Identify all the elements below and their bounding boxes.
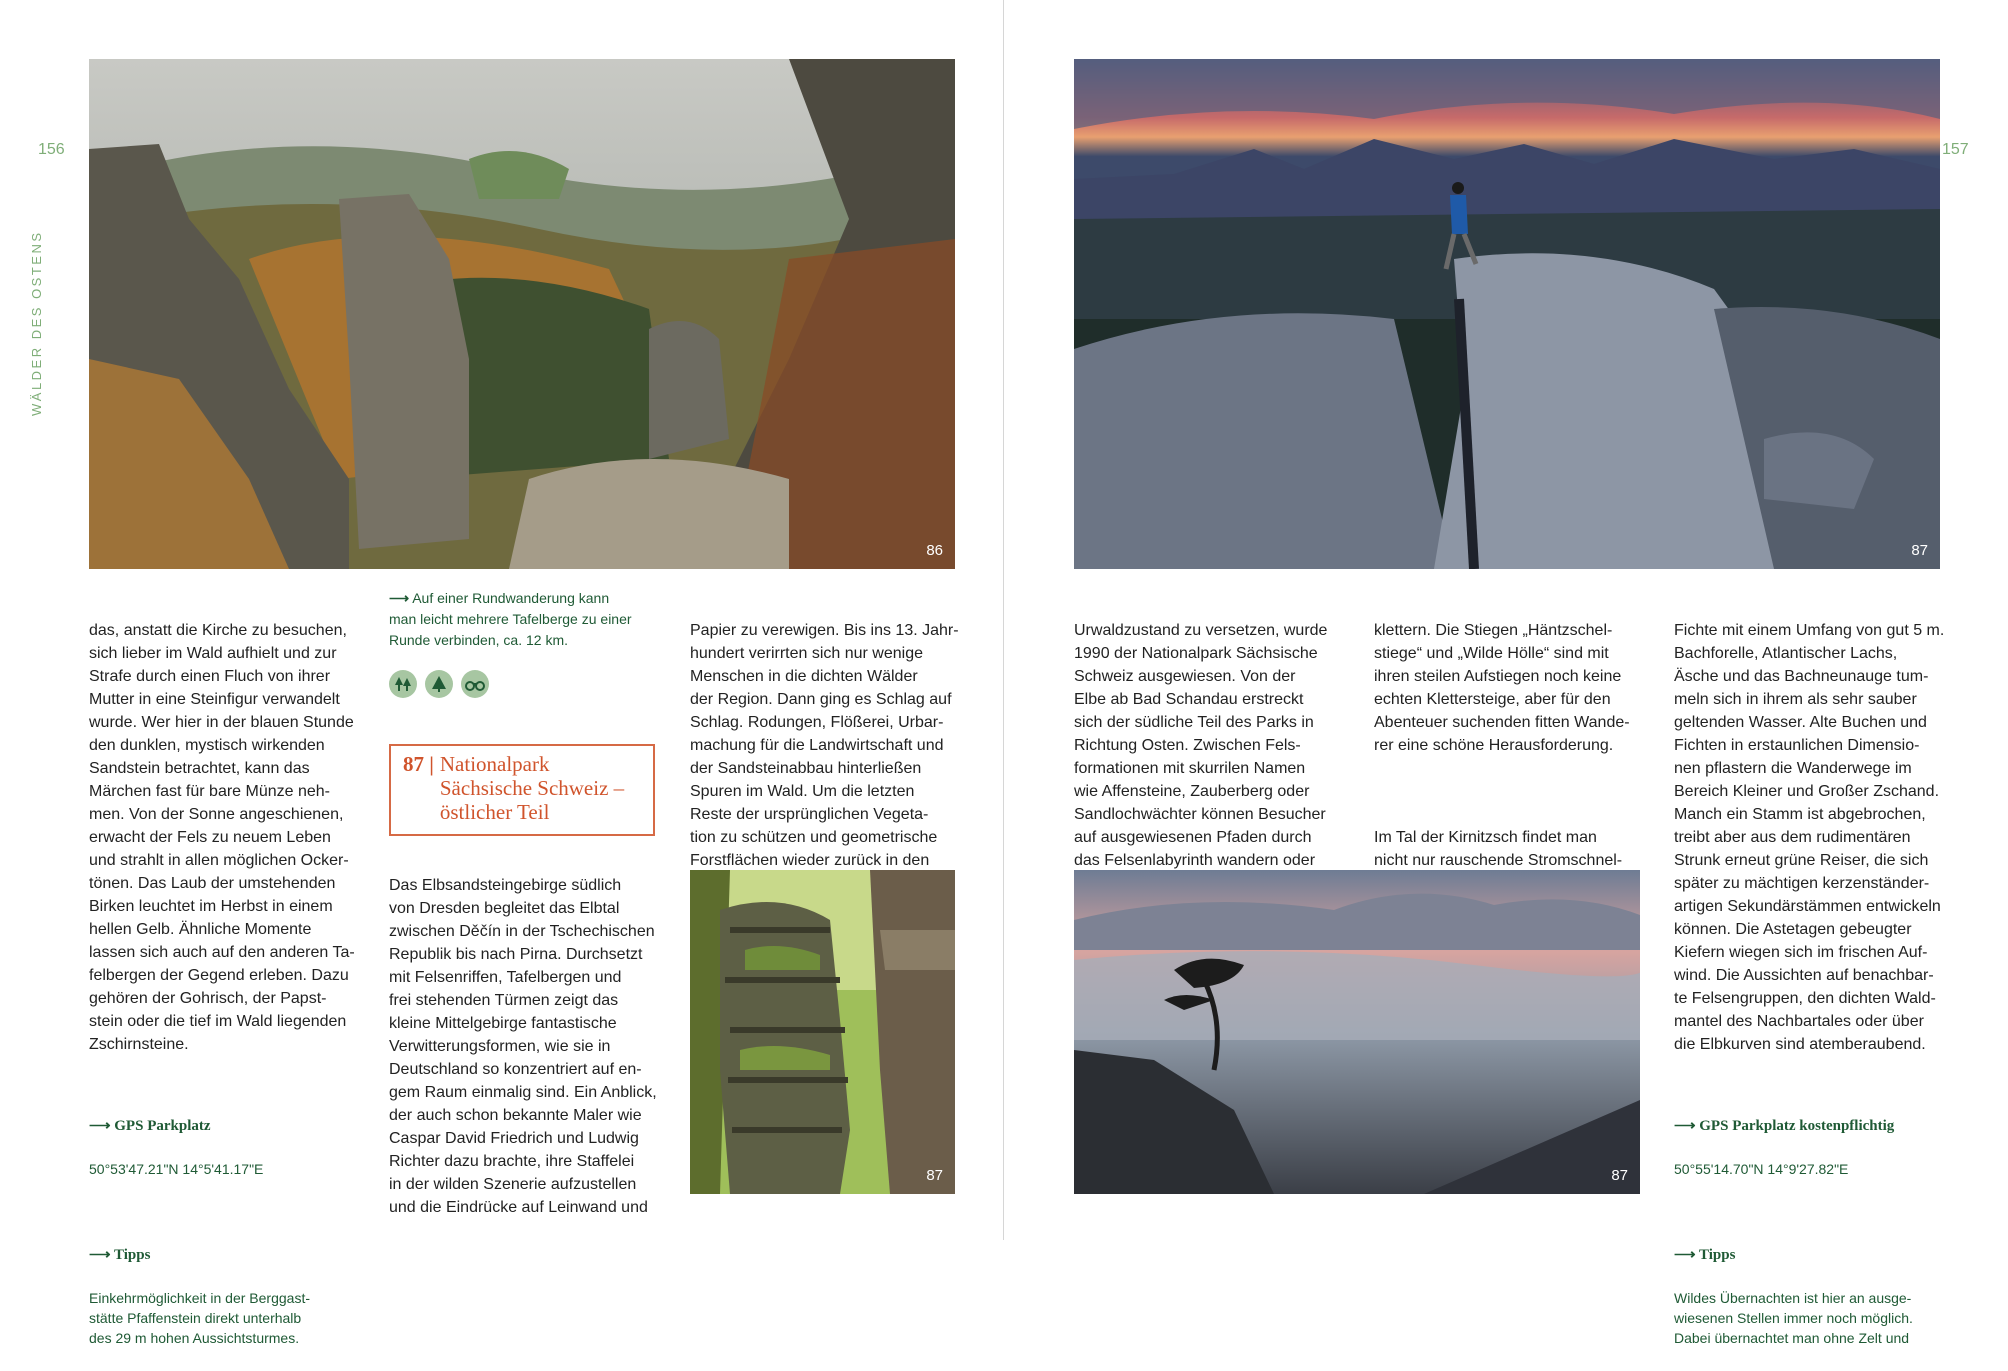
image-number: 87	[1611, 1167, 1628, 1184]
tipps-label: ⟶ Tipps	[89, 1247, 151, 1263]
arrow-icon: ⟶	[1674, 1247, 1696, 1263]
body-text: Urwaldzustand zu versetzen, wurde 1990 der Nationalpark Sächsische Schweiz ausgewiesen. Von der Elbe ab Bad Schandau erstreckt sich der südliche Teil des Parks in Richtung Osten. Zwischen Fels- formationen mit skurrilen Namen wie Affensteine, Zauberberg oder Sandlochwächter können Besucher auf ausgewiesenen Pfaden durch das Felsenlabyrinth wandern oder	[1074, 622, 1328, 869]
photo-misty-pine	[1074, 870, 1640, 1194]
gps-value: 50°55'14.70"N 14°9'27.82"E	[1674, 1161, 1849, 1177]
trees-icon	[389, 670, 417, 698]
body-text: Das Elbsandsteingebirge südlich von Dresden begleitet das Elbtal zwischen Děčín in der Tschechischen Republik bis nach Pirna. Durchsetzt mit Felsenriffen, Tafelbergen und frei stehenden Türmen zeigt das kleine Mittelgebirge fantastische Verwitterungsformen, wie sie in Deutschland so konzentriert auf en- gem Raum einmalig sind. Ein Anblick, der auch schon bekannte Maler wie Caspar David Friedrich und Ludwig Richter dazu brachte, ihre Staffelei in der wilden Szenerie aufzustellen und die Eindrücke auf Leinwand und	[389, 877, 657, 1216]
text-column-left-3	[690, 596, 962, 895]
arrow-icon: ⟶	[389, 590, 410, 606]
arrow-icon: ⟶	[89, 1118, 111, 1134]
image-number: 87	[926, 1167, 943, 1184]
arrow-icon: ⟶	[1674, 1118, 1696, 1134]
arrow-icon: ⟶	[89, 1247, 111, 1263]
body-text: Papier zu verewigen. Bis ins 13. Jahr- hundert verirrten sich nur wenige Menschen in die dichten Wälder der Region. Dann ging es Schlag auf Schlag. Rodungen, Flößerei, Urbar- machung für die Landwirtschaft und der Sandsteinabbau hinterließen Spuren im Wald. Um die letzten Reste der ursprünglichen Vegeta- tion zu schützen und geometrische Forstflächen wieder zurück in den	[690, 622, 959, 869]
text-column-right-3	[1674, 596, 1949, 1371]
gutter-line	[1003, 0, 1004, 1240]
body-text: Im Tal der Kirnitzsch findet man nicht nur rauschende Stromschnel-	[1374, 829, 1623, 869]
section-number: 87 |	[403, 752, 434, 776]
hint-text: ⟶ Auf einer Rundwanderung kann man leicht mehrere Tafelberge zu einer Runde verbinden, ca. 12 km.	[389, 590, 632, 648]
section-heading-box	[389, 744, 655, 836]
text-column-left-1	[89, 596, 359, 1371]
forest-icon	[425, 670, 453, 698]
gps-label: ⟶ GPS Parkplatz	[89, 1118, 211, 1134]
page-number-right: 157	[1942, 141, 1969, 158]
text-column-left-2	[389, 851, 664, 1242]
text-column-right-1	[1074, 596, 1352, 895]
body-text: klettern. Die Stiegen „Häntzschel- stiege“ und „Wilde Hölle“ sind mit ihren steilen Aufstiegen noch keine echten Klettersteige, aber für den Abenteuer suchenden fitten Wande- rer eine schöne Herausforderung.	[1374, 622, 1630, 754]
image-number: 86	[926, 542, 943, 559]
photo-autumn-valley	[89, 59, 955, 569]
gps-value: 50°53'47.21"N 14°5'41.17"E	[89, 1161, 264, 1177]
page-number-left: 156	[38, 141, 65, 158]
binoculars-icon	[461, 670, 489, 698]
gps-label: ⟶ GPS Parkplatz kostenpflichtig	[1674, 1118, 1895, 1134]
photo-hiker-sunset	[1074, 59, 1940, 569]
activity-icons	[389, 670, 489, 698]
section-title: Nationalpark Sächsische Schweiz – östlicher Teil	[439, 752, 625, 824]
body-text: Fichte mit einem Umfang von gut 5 m. Bachforelle, Atlantischer Lachs, Äsche und das Bachneunauge tum- meln sich in ihrem als sehr sauber geltenden Wasser. Alte Buchen und Fichten in erstaunlichen Dimensio- nen pflastern die Wanderwege im Bereich Kleiner und Großer Zschand. Manch ein Stamm ist abgebrochen, treibt aber aus dem rudimentären Strunk erneut grüne Reiser, die sich später zu mächtigen kerzenständer- artigen Sekundärstämmen entwickeln können. Die Astetagen gebeugter Kiefern wiegen sich im frischen Auf- wind. Die Aussichten auf benachbar- te Felsengruppen, den dichten Wald- mantel des Nachbartales oder über die Elbkurven sind atemberaubend.	[1674, 622, 1945, 1053]
tipps-text: Einkehrmöglichkeit in der Berggast- stätte Pfaffenstein direkt unterhalb des 29 m hohen Aussichtsturmes.	[89, 1290, 310, 1346]
photo-moss-rock	[690, 870, 955, 1194]
tipps-text: Wildes Übernachten ist hier an ausge- wiesenen Stellen immer noch möglich. Dabei übernachtet man ohne Zelt und	[1674, 1290, 1913, 1346]
running-head: WÄLDER DES OSTENS	[29, 230, 44, 416]
image-number: 87	[1911, 542, 1928, 559]
body-text: das, anstatt die Kirche zu besuchen, sich lieber im Wald aufhielt und zur Strafe durch einen Fluch von ihrer Mutter in eine Steinfigur verwandelt wurde. Wer hier in der blauen Stunde den dunklen, mystisch wirkenden Sandstein betrachtet, kann das Märchen fast für bare Münze neh- men. Von der Sonne angeschienen, erwacht der Fels zu neuem Leben und strahlt in allen möglichen Ocker- tönen. Das Laub der umstehenden Birken leuchtet im Herbst in einem hellen Gelb. Ähnliche Momente lassen sich auch auf den anderen Ta- felbergen der Gegend erleben. Dazu gehören der Gohrisch, der Papst- stein oder die tief im Wald liegenden Zschirnsteine.	[89, 622, 355, 1053]
tipps-label: ⟶ Tipps	[1674, 1247, 1736, 1263]
